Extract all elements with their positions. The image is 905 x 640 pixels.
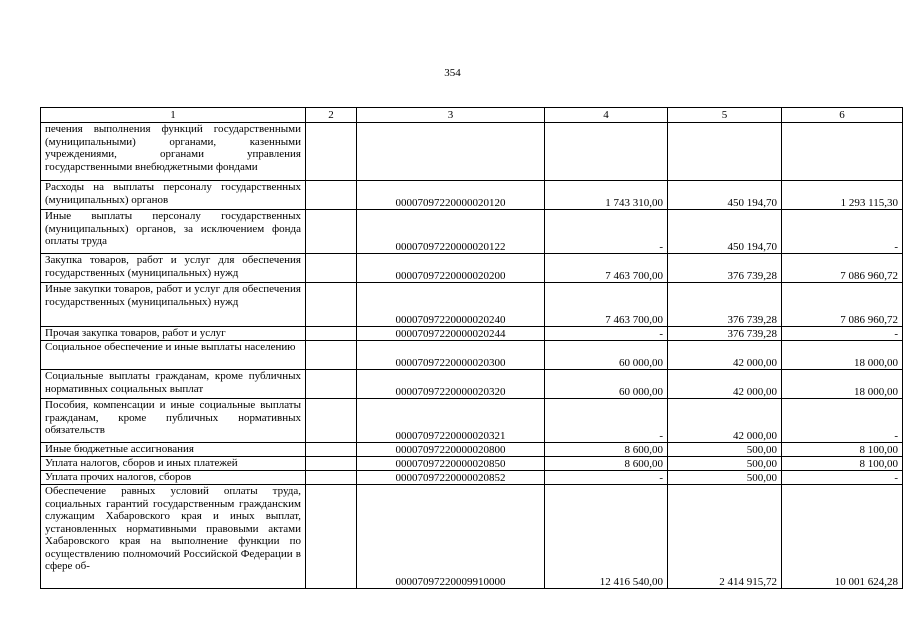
row-code-cell: 00007097220000020122 xyxy=(357,210,545,254)
header-col-2: 2 xyxy=(306,108,357,123)
row-code-cell: 00007097220000020244 xyxy=(357,327,545,341)
table-row xyxy=(41,283,903,327)
row-value-4-cell: 12 416 540,00 xyxy=(545,485,668,589)
row-col2-cell xyxy=(306,254,357,283)
row-col2-cell xyxy=(306,471,357,485)
row-value-4-cell xyxy=(545,123,668,181)
row-col2-cell xyxy=(306,283,357,327)
row-value-5-cell: 500,00 xyxy=(668,443,782,457)
row-value-6-cell: 7 086 960,72 xyxy=(782,283,903,327)
row-code-cell: 00007097220009910000 xyxy=(357,485,545,589)
row-value-4-cell: 7 463 700,00 xyxy=(545,283,668,327)
row-value-6-cell: 1 293 115,30 xyxy=(782,181,903,210)
row-value-5-cell: 450 194,70 xyxy=(668,181,782,210)
row-value-4-cell: - xyxy=(545,471,668,485)
table-row xyxy=(41,210,903,254)
row-value-4-cell: - xyxy=(545,399,668,443)
table-header-row xyxy=(41,108,903,123)
row-col2-cell xyxy=(306,210,357,254)
row-name-cell: печения выполнения функций государственными (муниципальными) органами, казенными учреждениями, органами управления государственными внебюджетными фондами xyxy=(41,123,306,181)
row-code-cell: 00007097220000020120 xyxy=(357,181,545,210)
row-value-4-cell: 8 600,00 xyxy=(545,457,668,471)
row-name-cell: Социальные выплаты гражданам, кроме публичных нормативных социальных выплат xyxy=(41,370,306,399)
row-value-4-cell: - xyxy=(545,327,668,341)
row-col2-cell xyxy=(306,341,357,370)
table-row xyxy=(41,327,903,341)
row-value-6-cell: - xyxy=(782,327,903,341)
table-row xyxy=(41,181,903,210)
table-row xyxy=(41,471,903,485)
table-row xyxy=(41,443,903,457)
row-col2-cell xyxy=(306,181,357,210)
row-value-6-cell: - xyxy=(782,210,903,254)
row-name-cell: Расходы на выплаты персоналу государственных (муниципальных) органов xyxy=(41,181,306,210)
row-value-5-cell: 2 414 915,72 xyxy=(668,485,782,589)
table-row xyxy=(41,341,903,370)
row-col2-cell xyxy=(306,485,357,589)
row-value-6-cell: - xyxy=(782,471,903,485)
row-value-6-cell: 7 086 960,72 xyxy=(782,254,903,283)
row-value-6-cell xyxy=(782,123,903,181)
row-col2-cell xyxy=(306,457,357,471)
row-value-6-cell: 8 100,00 xyxy=(782,457,903,471)
row-name-cell: Прочая закупка товаров, работ и услуг xyxy=(41,327,306,341)
row-name-cell: Уплата прочих налогов, сборов xyxy=(41,471,306,485)
row-code-cell: 00007097220000020852 xyxy=(357,471,545,485)
row-name-cell: Обеспечение равных условий оплаты труда, социальных гарантий государственным гражданским служащим Хабаровского края и иных выплат, установленных нормативными правовыми актами Хабаровского края на выполнение функции по осуществлению полномочий Российской Федерации в сфере об- xyxy=(41,485,306,589)
row-code-cell: 00007097220000020240 xyxy=(357,283,545,327)
table-row xyxy=(41,254,903,283)
row-name-cell: Иные выплаты персоналу государственных (муниципальных) органов, за исключением фонда оплаты труда xyxy=(41,210,306,254)
row-value-5-cell: 42 000,00 xyxy=(668,399,782,443)
row-name-cell: Социальное обеспечение и иные выплаты населению xyxy=(41,341,306,370)
row-value-6-cell: 18 000,00 xyxy=(782,370,903,399)
row-value-5-cell: 42 000,00 xyxy=(668,341,782,370)
table-row xyxy=(41,370,903,399)
row-code-cell: 00007097220000020300 xyxy=(357,341,545,370)
row-col2-cell xyxy=(306,370,357,399)
table-row xyxy=(41,123,903,181)
table-row xyxy=(41,485,903,589)
row-name-cell: Пособия, компенсации и иные социальные выплаты гражданам, кроме публичных нормативных обязательств xyxy=(41,399,306,443)
row-code-cell: 00007097220000020320 xyxy=(357,370,545,399)
row-value-4-cell: 1 743 310,00 xyxy=(545,181,668,210)
budget-table xyxy=(40,107,903,589)
row-value-5-cell xyxy=(668,123,782,181)
row-col2-cell xyxy=(306,399,357,443)
page-number: 354 xyxy=(444,67,461,79)
row-name-cell: Иные закупки товаров, работ и услуг для обеспечения государственных (муниципальных) нужд xyxy=(41,283,306,327)
row-col2-cell xyxy=(306,123,357,181)
header-col-3: 3 xyxy=(357,108,545,123)
row-code-cell: 00007097220000020321 xyxy=(357,399,545,443)
row-value-5-cell: 376 739,28 xyxy=(668,283,782,327)
header-col-5: 5 xyxy=(668,108,782,123)
row-value-4-cell: 60 000,00 xyxy=(545,341,668,370)
row-value-6-cell: - xyxy=(782,399,903,443)
budget-table-body xyxy=(41,108,903,589)
row-value-5-cell: 500,00 xyxy=(668,457,782,471)
row-name-cell: Иные бюджетные ассигнования xyxy=(41,443,306,457)
row-value-6-cell: 18 000,00 xyxy=(782,341,903,370)
row-value-6-cell: 8 100,00 xyxy=(782,443,903,457)
row-value-4-cell: 7 463 700,00 xyxy=(545,254,668,283)
row-name-cell: Уплата налогов, сборов и иных платежей xyxy=(41,457,306,471)
row-code-cell: 00007097220000020800 xyxy=(357,443,545,457)
row-value-4-cell: 60 000,00 xyxy=(545,370,668,399)
row-name-cell: Закупка товаров, работ и услуг для обеспечения государственных (муниципальных) нужд xyxy=(41,254,306,283)
row-value-5-cell: 376 739,28 xyxy=(668,327,782,341)
row-code-cell xyxy=(357,123,545,181)
row-value-5-cell: 450 194,70 xyxy=(668,210,782,254)
row-value-6-cell: 10 001 624,28 xyxy=(782,485,903,589)
row-value-5-cell: 42 000,00 xyxy=(668,370,782,399)
header-col-6: 6 xyxy=(782,108,903,123)
row-col2-cell xyxy=(306,327,357,341)
row-code-cell: 00007097220000020850 xyxy=(357,457,545,471)
row-value-4-cell: - xyxy=(545,210,668,254)
header-col-4: 4 xyxy=(545,108,668,123)
row-value-5-cell: 500,00 xyxy=(668,471,782,485)
table-row xyxy=(41,399,903,443)
row-value-4-cell: 8 600,00 xyxy=(545,443,668,457)
header-col-1: 1 xyxy=(41,108,306,123)
row-value-5-cell: 376 739,28 xyxy=(668,254,782,283)
row-code-cell: 00007097220000020200 xyxy=(357,254,545,283)
row-col2-cell xyxy=(306,443,357,457)
table-row xyxy=(41,457,903,471)
